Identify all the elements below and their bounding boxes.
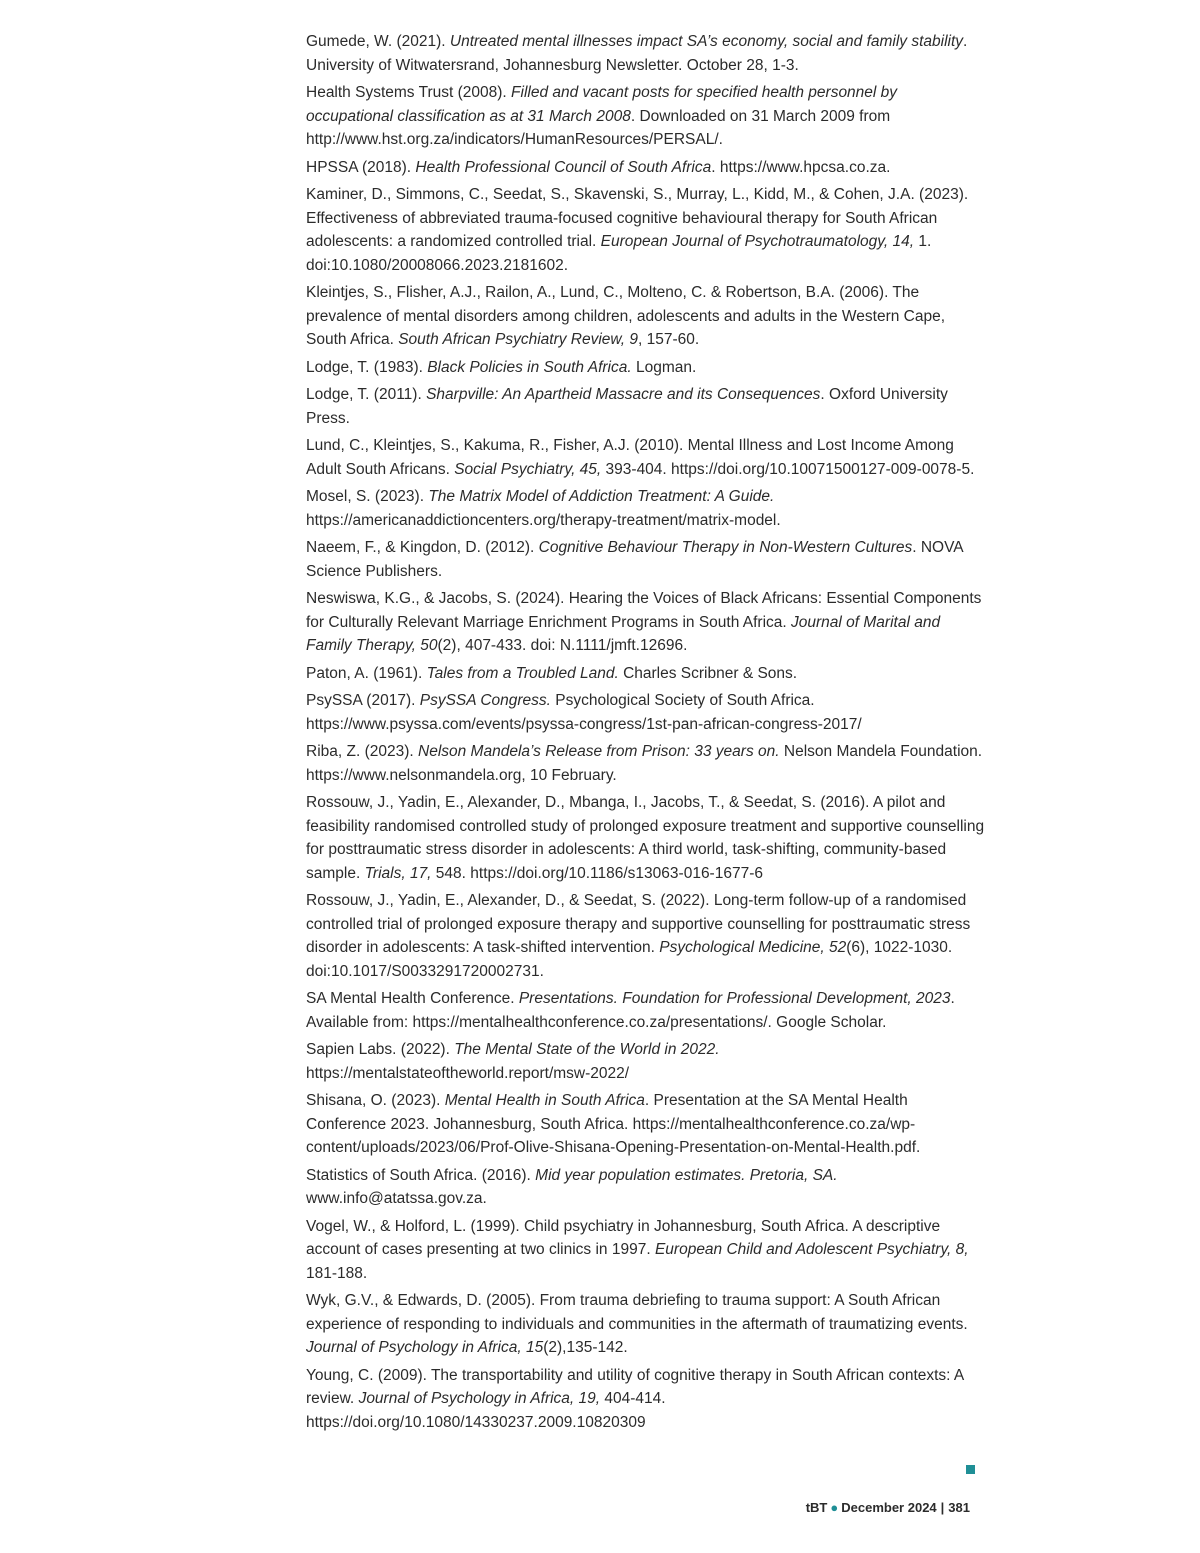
reference-entry: [306, 1089, 986, 1160]
reference-text-part: Neswiswa, K.G., & Jacobs, S. (2024). Hearing the Voices of Black Africans: Essential Components for Culturally Relevant Marriage Enrichment Programs in South Africa.: [306, 590, 982, 631]
reference-text-part: Mosel, S. (2023).: [306, 488, 429, 505]
reference-entry: [306, 356, 986, 380]
page-footer: [806, 1500, 970, 1515]
footer-separator: |: [940, 1500, 945, 1515]
reference-entry: [306, 662, 986, 686]
reference-text-part: Riba, Z. (2023).: [306, 743, 418, 760]
reference-text-part: Lund, C., Kleintjes, S., Kakuma, R., Fisher, A.J. (2010). Mental Illness and Lost Income Among Adult South Africans.: [306, 437, 954, 478]
reference-text-part: Health Systems Trust (2008).: [306, 84, 512, 101]
reference-text-part: (2), 407-433. doi: N.1111/jmft.12696.: [437, 637, 688, 654]
reference-entry: [306, 81, 986, 152]
reference-entry: [306, 889, 986, 983]
end-of-article-square-icon: [966, 1465, 975, 1474]
reference-italic-part: Mental Health in South Africa: [444, 1092, 645, 1109]
reference-text-part: Shisana, O. (2023).: [306, 1092, 445, 1109]
reference-entry: [306, 689, 986, 736]
reference-text-part: Rossouw, J., Yadin, E., Alexander, D., Mbanga, I., Jacobs, T., & Seedat, S. (2016). A pilot and feasibility randomised controlled study of prolonged exposure treatment and supportive counselling for posttraumatic stress disorder in adolescents: A third world, task-shifting, community-based sample.: [306, 794, 985, 882]
reference-text-part: Charles Scribner & Sons.: [618, 664, 798, 682]
reference-text-part: Logman.: [631, 358, 697, 376]
reference-entry: [306, 1215, 986, 1286]
reference-text-part: , 157-60.: [637, 331, 700, 348]
page-number: 381: [948, 1500, 970, 1515]
reference-italic-part: Psychological Medicine, 52: [659, 939, 847, 956]
reference-text-part: Gumede, W. (2021).: [306, 33, 450, 50]
reference-text-part: Rossouw, J., Yadin, E., Alexander, D., & Seedat, S. (2022). Long-term follow-up of a randomised controlled trial of prolonged exposure therapy and supportive counselling for posttraumatic stress disorder in adolescents: A task-shifted intervention.: [306, 892, 971, 956]
reference-text-part: Statistics of South Africa. (2016).: [306, 1166, 536, 1184]
reference-entry: [306, 485, 986, 532]
reference-text-part: . Downloaded on 31 March 2009 from http://www.hst.org.za/indicators/HumanResources/PERSAL/.: [306, 107, 891, 148]
reference-text-part: 181-188.: [306, 1264, 368, 1282]
reference-entry: [306, 383, 986, 430]
reference-italic-part: Mid year population estimates. Pretoria, SA.: [535, 1166, 838, 1184]
reference-text-part: 404-414. https://doi.org/10.1080/14330237.2009.10820309: [306, 1390, 666, 1431]
reference-text-part: Young, C. (2009). The transportability and utility of cognitive therapy in South African contexts: A review.: [306, 1366, 964, 1407]
reference-entry: [306, 183, 986, 277]
reference-text-part: . NOVA Science Publishers.: [306, 539, 963, 580]
bullet-dot-icon: ●: [830, 1500, 839, 1515]
reference-text-part: . Available from: https://mentalhealthconference.co.za/presentations/. Google Scholar.: [306, 990, 955, 1031]
reference-italic-part: Presentations. Foundation for Professional Development, 2023: [518, 990, 951, 1007]
reference-text-part: PsySSA (2017).: [306, 692, 420, 709]
reference-text-part: Lodge, T. (2011).: [306, 386, 427, 403]
reference-entry: [306, 1364, 986, 1435]
reference-entry: [306, 791, 986, 885]
reference-text-part: Naeem, F., & Kingdon, D. (2012).: [306, 539, 539, 556]
reference-text-part: Paton, A. (1961).: [306, 664, 427, 682]
footer-issue: December 2024: [841, 1500, 937, 1515]
reference-italic-part: Social Psychiatry, 45,: [454, 460, 602, 478]
reference-italic-part: Trials, 17,: [364, 864, 432, 882]
reference-text-part: Vogel, W., & Holford, L. (1999). Child psychiatry in Johannesburg, South Africa. A descriptive account of cases presenting at two clinics in 1997.: [306, 1217, 941, 1258]
reference-entry: [306, 434, 986, 481]
footer-journal: tBT: [805, 1500, 828, 1515]
reference-text-part: Wyk, G.V., & Edwards, D. (2005). From trauma debriefing to trauma support: A South African experience of responding to individuals and communities in the aftermath of traumatizing events.: [306, 1292, 968, 1333]
reference-italic-part: Journal of Psychology in Africa, 15: [306, 1339, 544, 1356]
reference-text-part: HPSSA (2018).: [306, 158, 416, 176]
reference-italic-part: Health Professional Council of South Africa: [415, 158, 712, 176]
reference-text-part: Kleintjes, S., Flisher, A.J., Railon, A., Lund, C., Molteno, C. & Robertson, B.A. (2006). The prevalence of mental disorders among children, adolescents and adults in the Western Cape, South Africa.: [306, 284, 946, 348]
reference-entry: [306, 587, 986, 658]
reference-entry: [306, 740, 986, 787]
reference-text-part: https://americanaddictioncenters.org/therapy-treatment/matrix-model.: [306, 511, 781, 529]
reference-italic-part: Filled and vacant posts for specified health personnel by occupational classification as at 31 March 2008: [306, 84, 898, 125]
reference-entry: [306, 156, 986, 180]
reference-text-part: . University of Witwatersrand, Johannesburg Newsletter. October 28, 1-3.: [306, 33, 968, 74]
reference-italic-part: Nelson Mandela’s Release from Prison: 33 years on.: [418, 743, 780, 760]
reference-italic-part: Black Policies in South Africa.: [427, 358, 632, 376]
reference-italic-part: South African Psychiatry Review, 9: [398, 331, 638, 348]
reference-italic-part: European Child and Adolescent Psychiatry, 8,: [654, 1241, 969, 1258]
reference-italic-part: Sharpville: An Apartheid Massacre and its Consequences: [426, 386, 821, 403]
reference-italic-part: PsySSA Congress.: [419, 692, 551, 709]
reference-italic-part: Journal of Psychology in Africa, 19,: [358, 1390, 601, 1407]
reference-text-part: . Oxford University Press.: [306, 386, 948, 427]
reference-text-part: 548. https://doi.org/10.1186/s13063-016-1677-6: [431, 864, 763, 882]
reference-list: [306, 30, 986, 1438]
reference-entry: [306, 281, 986, 352]
reference-italic-part: Cognitive Behaviour Therapy in Non-Western Cultures: [538, 539, 913, 556]
reference-entry: [306, 536, 986, 583]
reference-entry: [306, 987, 986, 1034]
reference-text-part: Lodge, T. (1983).: [306, 358, 428, 376]
reference-text-part: Psychological Society of South Africa. https://www.psyssa.com/events/psyssa-congress/1st-pan-african-congress-2017/: [306, 692, 862, 733]
reference-italic-part: Untreated mental illnesses impact SA’s economy, social and family stability: [449, 33, 964, 50]
reference-text-part: Nelson Mandela Foundation. https://www.nelsonmandela.org, 10 February.: [306, 743, 983, 784]
reference-text-part: Kaminer, D., Simmons, C., Seedat, S., Skavenski, S., Murray, L., Kidd, M., & Cohen, J.A. (2023). Effectiveness of abbreviated trauma-focused cognitive behavioural therapy for South African adolescents: a randomized controlled trial.: [306, 186, 969, 250]
reference-italic-part: The Mental State of the World in 2022.: [454, 1041, 720, 1058]
reference-text-part: (2),135-142.: [543, 1339, 628, 1356]
reference-text-part: . Presentation at the SA Mental Health Conference 2023. Johannesburg, South Africa. https://mentalhealthconference.co.za/wp-content/uploads/2023/06/Prof-Olive-Shisana-Opening-Presentation-on-Mental-Health.pdf.: [306, 1092, 921, 1156]
reference-entry: [306, 30, 986, 77]
reference-entry: [306, 1289, 986, 1360]
reference-text-part: Sapien Labs. (2022).: [306, 1041, 455, 1058]
reference-text-part: 393-404. https://doi.org/10.10071500127-009-0078-5.: [601, 460, 975, 478]
reference-text-part: www.info@atatssa.gov.za.: [306, 1190, 487, 1207]
reference-entry: [306, 1164, 986, 1211]
reference-text-part: (6), 1022-1030. doi:10.1017/S0033291720002731.: [306, 939, 953, 980]
reference-italic-part: European Journal of Psychotraumatology, 14,: [600, 233, 915, 250]
reference-text-part: https://mentalstateoftheworld.report/msw-2022/: [306, 1064, 630, 1082]
reference-text-part: SA Mental Health Conference.: [306, 990, 519, 1007]
reference-italic-part: The Matrix Model of Addiction Treatment: A Guide.: [428, 488, 775, 505]
reference-text-part: . https://www.hpcsa.co.za.: [711, 158, 891, 176]
reference-italic-part: Tales from a Troubled Land.: [426, 664, 619, 682]
reference-text-part: 1. doi:10.1080/20008066.2023.2181602.: [306, 233, 932, 274]
reference-italic-part: Journal of Marital and Family Therapy, 50: [306, 613, 941, 654]
reference-entry: [306, 1038, 986, 1085]
